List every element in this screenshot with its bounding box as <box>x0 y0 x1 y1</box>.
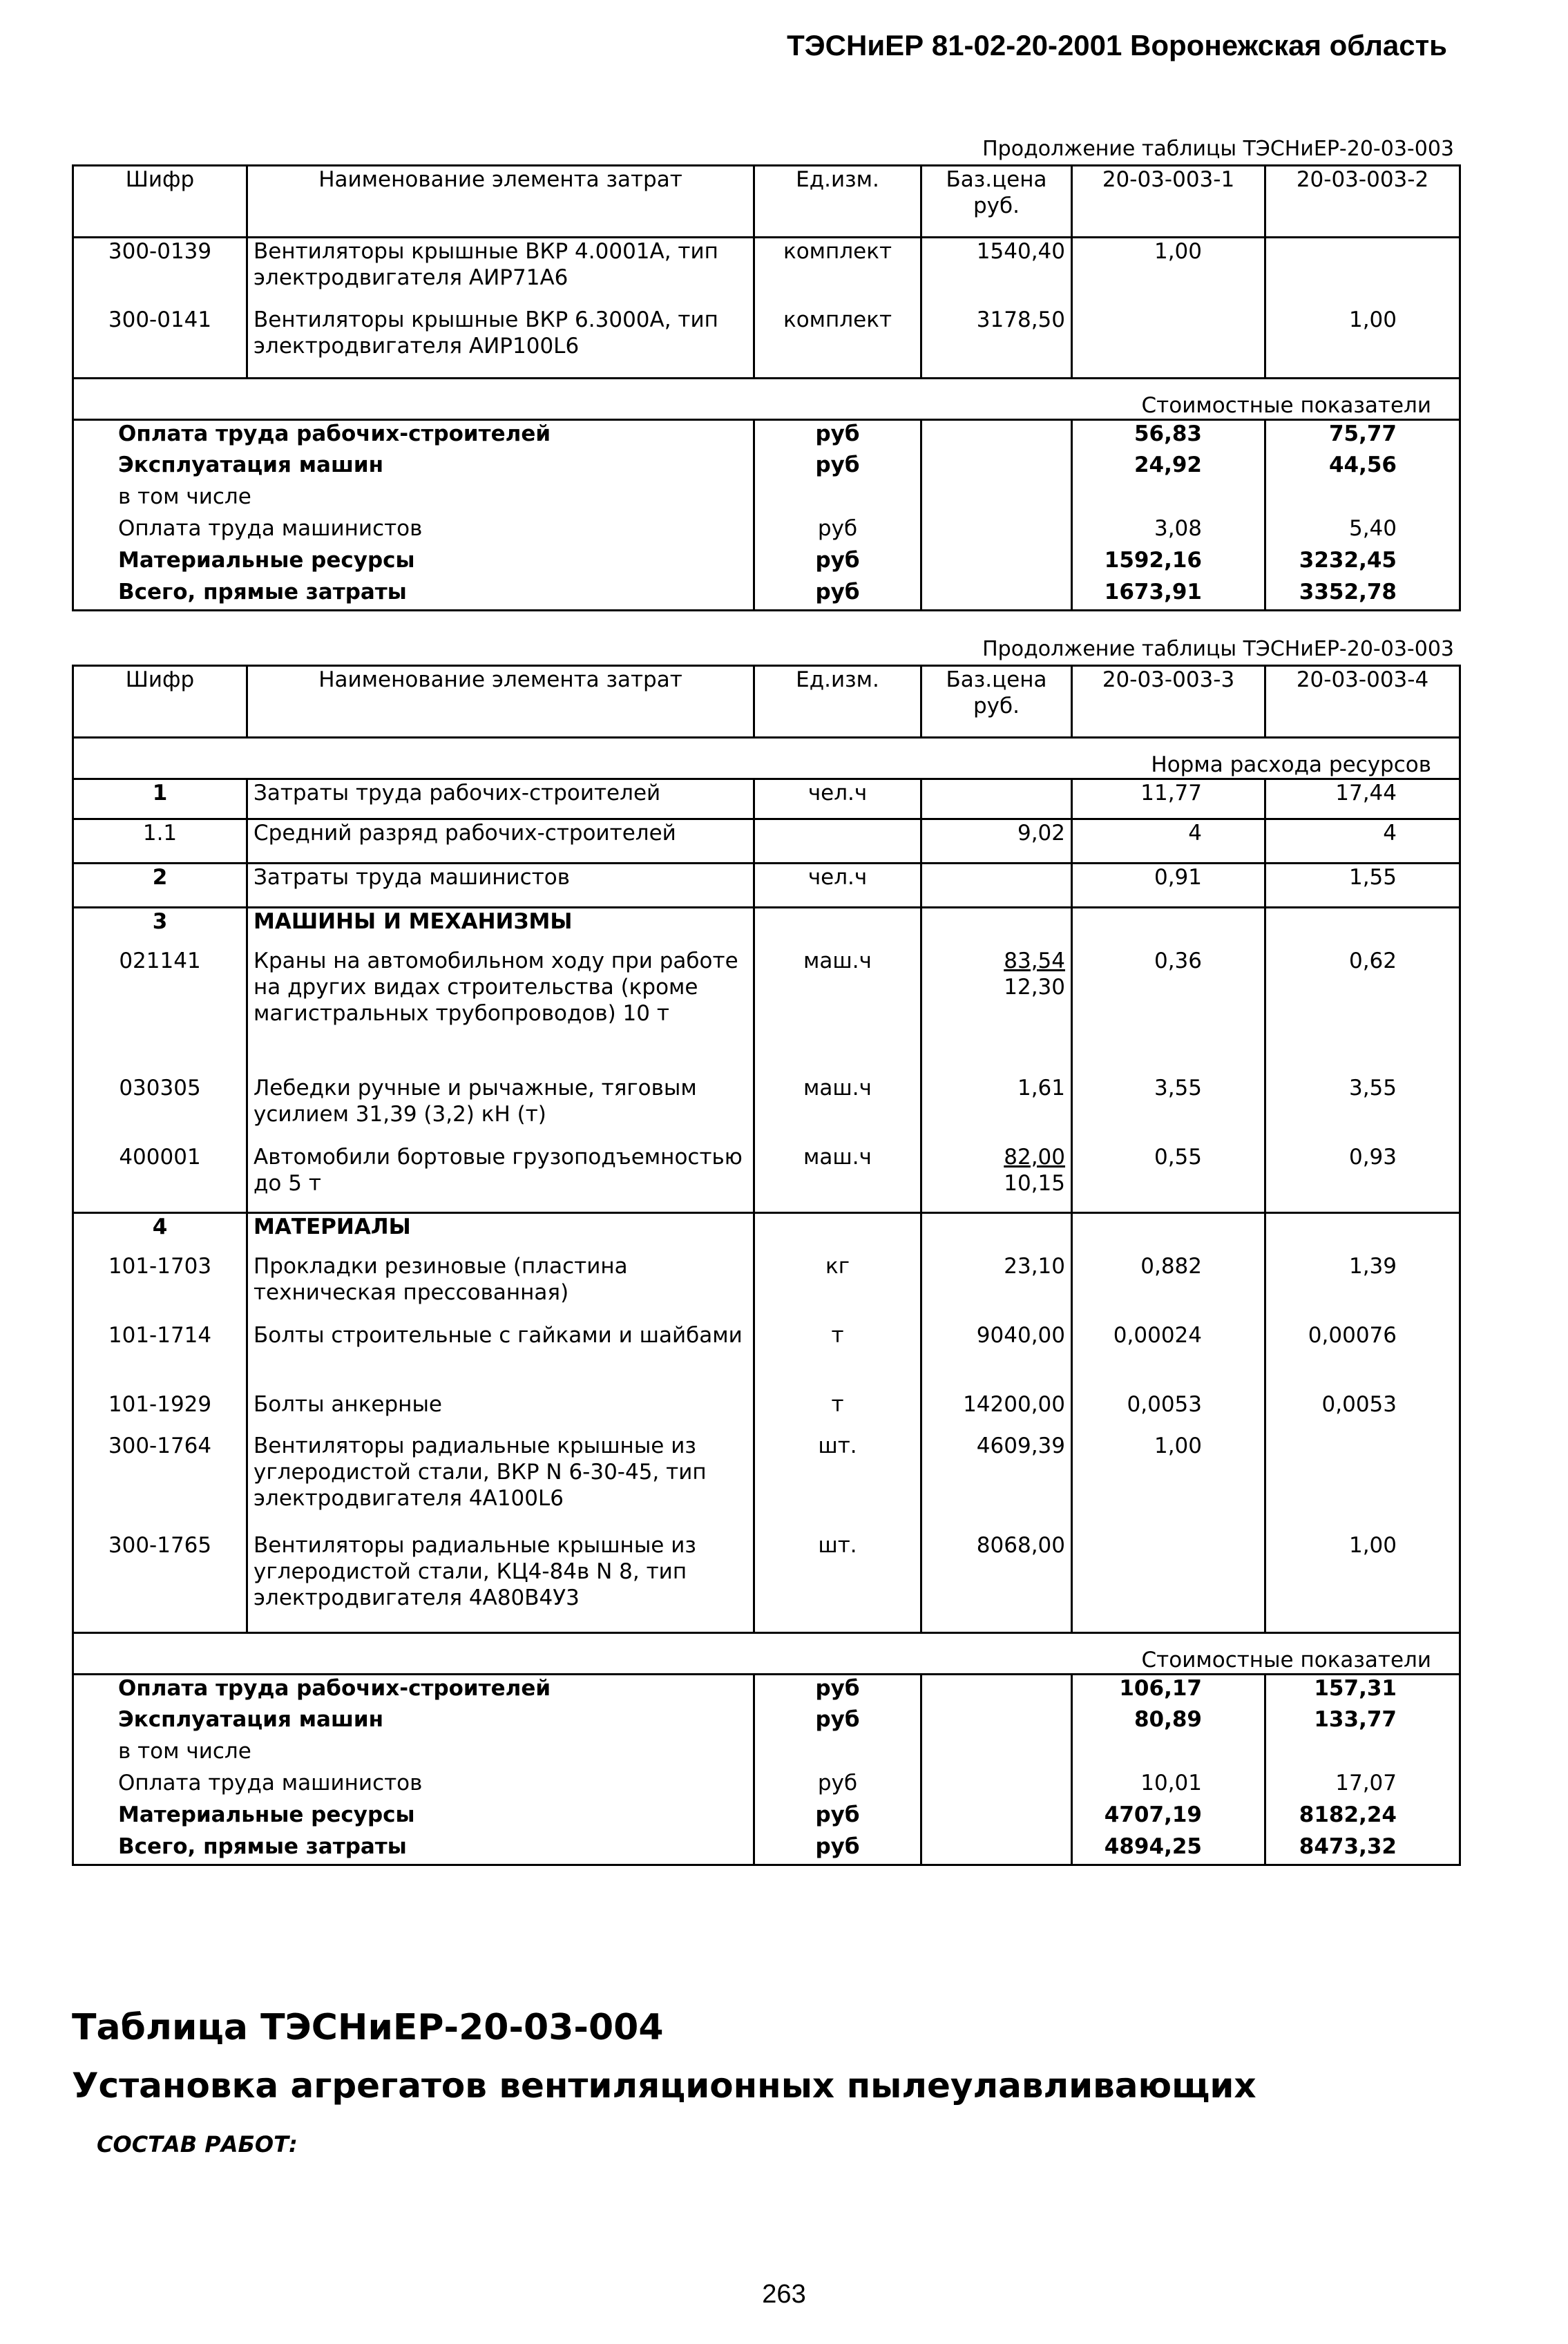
header-code: Шифр <box>73 666 247 738</box>
row-price-value: 3178,50 <box>976 307 1065 332</box>
row-price-value: 4609,39 <box>976 1433 1065 1458</box>
cost-unit <box>754 484 921 515</box>
row-value-2 <box>1265 1213 1460 1253</box>
header-col2: 20-03-003-4 <box>1265 666 1460 738</box>
row-name: Автомобили бортовые грузоподъемностью до 5 т <box>247 1144 754 1213</box>
row-value-2: 3,55 <box>1265 1075 1460 1144</box>
row-price <box>921 819 1072 864</box>
cost-name: Эксплуатация машин <box>73 452 754 484</box>
cost-value-1: 1673,91 <box>1072 579 1265 611</box>
table-row <box>73 1433 1460 1532</box>
row-price-value: 23,10 <box>1004 1253 1065 1279</box>
table-row <box>73 1075 1460 1144</box>
section-label: Норма расхода ресурсов <box>1072 738 1460 779</box>
row-value-2 <box>1265 1433 1460 1532</box>
table-subtitle: Установка агрегатов вентиляционных пылеулавливающих <box>72 2066 1256 2106</box>
cost-name: в том числе <box>73 484 754 515</box>
row-unit: маш.ч <box>754 1075 921 1144</box>
section-row <box>73 379 1460 420</box>
row-name: Затраты труда рабочих-строителей <box>247 779 754 819</box>
row-value-1: 0,55 <box>1072 1144 1265 1213</box>
cost-unit: руб <box>754 1770 921 1802</box>
cost-unit: руб <box>754 1833 921 1865</box>
row-value-2: 17,44 <box>1265 779 1460 819</box>
row-code: 101-1714 <box>73 1322 247 1391</box>
cost-value-1: 4894,25 <box>1072 1833 1265 1865</box>
cost-value-2: 75,77 <box>1265 420 1460 452</box>
cost-unit: руб <box>754 515 921 547</box>
row-code: 1 <box>73 779 247 819</box>
row-value-1: 11,77 <box>1072 779 1265 819</box>
composition-label: СОСТАВ РАБОТ: <box>97 2131 298 2157</box>
table-row <box>73 864 1460 908</box>
row-price-value: 82,00 <box>1004 1144 1065 1170</box>
row-price-value: 1,61 <box>1017 1075 1065 1100</box>
table-row <box>73 1213 1460 1253</box>
cost-value-2: 8182,24 <box>1265 1802 1460 1833</box>
cost-value-2: 3232,45 <box>1265 547 1460 579</box>
row-value-1 <box>1072 1532 1265 1633</box>
cost-unit: руб <box>754 1706 921 1738</box>
table-row <box>73 1322 1460 1391</box>
header-col2: 20-03-003-2 <box>1265 166 1460 238</box>
cost-value-2: 133,77 <box>1265 1706 1460 1738</box>
row-name: Прокладки резиновые (пластина техническая прессованная) <box>247 1253 754 1322</box>
cost-value-2 <box>1265 1738 1460 1770</box>
cost-row <box>73 1706 1460 1738</box>
table-row <box>73 1253 1460 1322</box>
row-value-2: 4 <box>1265 819 1460 864</box>
header-col1: 20-03-003-1 <box>1072 166 1265 238</box>
cost-row <box>73 1833 1460 1865</box>
cost-name: Всего, прямые затраты <box>73 1833 754 1865</box>
row-price <box>921 1075 1072 1144</box>
cost-value-2: 44,56 <box>1265 452 1460 484</box>
cost-name: в том числе <box>73 1738 754 1770</box>
row-price <box>921 1144 1072 1213</box>
cost-name: Оплата труда машинистов <box>73 515 754 547</box>
section-row <box>73 1633 1460 1675</box>
cost-value-1: 106,17 <box>1072 1675 1265 1706</box>
cost-name: Материальные ресурсы <box>73 1802 754 1833</box>
cost-value-1 <box>1072 1738 1265 1770</box>
cost-row <box>73 515 1460 547</box>
row-unit: комплект <box>754 307 921 379</box>
row-price <box>921 779 1072 819</box>
row-code: 101-1929 <box>73 1391 247 1433</box>
row-value-1: 4 <box>1072 819 1265 864</box>
row-name: Лебедки ручные и рычажные, тяговым усилием 31,39 (3,2) кН (т) <box>247 1075 754 1144</box>
row-value-1: 3,55 <box>1072 1075 1265 1144</box>
row-price-value: 83,54 <box>1004 948 1065 973</box>
table-row <box>73 819 1460 864</box>
table-title: Таблица ТЭСНиЕР-20-03-004 <box>72 2007 664 2048</box>
cost-value-1 <box>1072 484 1265 515</box>
header-code: Шифр <box>73 166 247 238</box>
section-label: Стоимостные показатели <box>1072 379 1460 420</box>
table-row <box>73 779 1460 819</box>
row-price-secondary: 12,30 <box>1004 974 1065 1000</box>
cost-value-2 <box>1265 484 1460 515</box>
row-price <box>921 864 1072 908</box>
row-code: 300-0141 <box>73 307 247 379</box>
row-code: 3 <box>73 908 247 948</box>
row-code: 300-1765 <box>73 1532 247 1633</box>
row-name: Вентиляторы радиальные крышные из углеродистой стали, КЦ4-84в N 8, тип электродвигателя 4А80В4У3 <box>247 1532 754 1633</box>
table1-continuation: Продолжение таблицы ТЭСНиЕР-20-03-003 <box>982 137 1454 161</box>
cost-value-2: 5,40 <box>1265 515 1460 547</box>
header-name: Наименование элемента затрат <box>247 666 754 738</box>
cost-unit: руб <box>754 579 921 611</box>
cost-value-2: 157,31 <box>1265 1675 1460 1706</box>
row-code: 101-1703 <box>73 1253 247 1322</box>
row-price <box>921 1322 1072 1391</box>
row-name: Средний разряд рабочих-строителей <box>247 819 754 864</box>
cost-row <box>73 1738 1460 1770</box>
row-price <box>921 1532 1072 1633</box>
header-unit: Ед.изм. <box>754 666 921 738</box>
header-price: Баз.цена руб. <box>921 666 1072 738</box>
section-label: Стоимостные показатели <box>1072 1633 1460 1675</box>
table-row <box>73 307 1460 379</box>
row-price <box>921 908 1072 948</box>
running-header: ТЭСНиЕР 81-02-20-2001 Воронежская область <box>787 29 1447 61</box>
row-name: Вентиляторы крышные ВКР 4.0001А, тип электродвигателя АИР71А6 <box>247 238 754 307</box>
cost-unit: руб <box>754 547 921 579</box>
row-unit <box>754 819 921 864</box>
cost-value-1: 24,92 <box>1072 452 1265 484</box>
row-price-value: 1540,40 <box>976 239 1065 264</box>
row-value-2: 0,93 <box>1265 1144 1460 1213</box>
row-code: 1.1 <box>73 819 247 864</box>
cost-value-2: 3352,78 <box>1265 579 1460 611</box>
row-value-2: 0,00076 <box>1265 1322 1460 1391</box>
row-unit: маш.ч <box>754 948 921 1075</box>
cost-unit: руб <box>754 1802 921 1833</box>
cost-name: Оплата труда рабочих-строителей <box>73 1675 754 1706</box>
table-row <box>73 1144 1460 1213</box>
cost-row <box>73 1770 1460 1802</box>
cost-unit: руб <box>754 1675 921 1706</box>
row-name: Вентиляторы радиальные крышные из углеродистой стали, ВКР N 6-30-45, тип электродвигателя 4А100L6 <box>247 1433 754 1532</box>
row-value-1 <box>1072 307 1265 379</box>
row-name: Краны на автомобильном ходу при работе на других видах строительства (кроме магистральных трубопроводов) 10 т <box>247 948 754 1075</box>
row-unit: комплект <box>754 238 921 307</box>
row-name: МАТЕРИАЛЫ <box>247 1213 754 1253</box>
row-price <box>921 307 1072 379</box>
row-unit: чел.ч <box>754 864 921 908</box>
row-value-1: 0,882 <box>1072 1253 1265 1322</box>
row-name: Болты строительные с гайками и шайбами <box>247 1322 754 1391</box>
row-value-2: 1,39 <box>1265 1253 1460 1322</box>
row-value-1: 0,0053 <box>1072 1391 1265 1433</box>
row-price <box>921 1213 1072 1253</box>
cost-row <box>73 484 1460 515</box>
row-unit: чел.ч <box>754 779 921 819</box>
row-price-value: 9040,00 <box>976 1322 1065 1348</box>
cost-row <box>73 1802 1460 1833</box>
row-unit: т <box>754 1322 921 1391</box>
cost-value-1: 10,01 <box>1072 1770 1265 1802</box>
row-code: 030305 <box>73 1075 247 1144</box>
cost-row <box>73 547 1460 579</box>
cost-row <box>73 420 1460 452</box>
cost-name: Оплата труда машинистов <box>73 1770 754 1802</box>
row-code: 400001 <box>73 1144 247 1213</box>
row-unit: кг <box>754 1253 921 1322</box>
row-code: 4 <box>73 1213 247 1253</box>
cost-value-1: 1592,16 <box>1072 547 1265 579</box>
row-value-1: 0,91 <box>1072 864 1265 908</box>
row-unit <box>754 908 921 948</box>
row-value-1: 0,36 <box>1072 948 1265 1075</box>
row-unit <box>754 1213 921 1253</box>
header-name: Наименование элемента затрат <box>247 166 754 238</box>
row-price <box>921 238 1072 307</box>
row-value-1 <box>1072 908 1265 948</box>
row-value-1: 1,00 <box>1072 238 1265 307</box>
row-price-secondary: 10,15 <box>1004 1170 1065 1196</box>
cost-name: Материальные ресурсы <box>73 547 754 579</box>
row-name: МАШИНЫ И МЕХАНИЗМЫ <box>247 908 754 948</box>
cost-value-2: 17,07 <box>1265 1770 1460 1802</box>
table-row <box>73 948 1460 1075</box>
cost-value-1: 4707,19 <box>1072 1802 1265 1833</box>
cost-value-1: 56,83 <box>1072 420 1265 452</box>
cost-name: Оплата труда рабочих-строителей <box>73 420 754 452</box>
table1-header-row <box>73 166 1460 238</box>
header-unit: Ед.изм. <box>754 166 921 238</box>
row-value-2: 1,00 <box>1265 307 1460 379</box>
row-price <box>921 1253 1072 1322</box>
cost-row <box>73 452 1460 484</box>
cost-value-2: 8473,32 <box>1265 1833 1460 1865</box>
row-value-2 <box>1265 908 1460 948</box>
row-price-value: 14200,00 <box>963 1391 1065 1417</box>
row-value-1: 1,00 <box>1072 1433 1265 1532</box>
cost-name: Всего, прямые затраты <box>73 579 754 611</box>
row-code: 2 <box>73 864 247 908</box>
row-price <box>921 948 1072 1075</box>
row-value-1 <box>1072 1213 1265 1253</box>
section-row <box>73 738 1460 779</box>
cost-row <box>73 1675 1460 1706</box>
cost-unit: руб <box>754 420 921 452</box>
row-unit: шт. <box>754 1433 921 1532</box>
row-value-2: 1,55 <box>1265 864 1460 908</box>
page-number: 263 <box>762 2280 806 2309</box>
row-price <box>921 1433 1072 1532</box>
row-value-2 <box>1265 238 1460 307</box>
row-name: Затраты труда машинистов <box>247 864 754 908</box>
table2-continuation: Продолжение таблицы ТЭСНиЕР-20-03-003 <box>982 637 1454 661</box>
table-row <box>73 238 1460 307</box>
table1 <box>72 164 1461 611</box>
row-value-1: 0,00024 <box>1072 1322 1265 1391</box>
cost-value-1: 3,08 <box>1072 515 1265 547</box>
row-unit: шт. <box>754 1532 921 1633</box>
table2-header-row <box>73 666 1460 738</box>
row-value-2: 1,00 <box>1265 1532 1460 1633</box>
row-price-value: 8068,00 <box>976 1532 1065 1558</box>
table-row <box>73 1532 1460 1633</box>
row-price-value: 9,02 <box>1017 821 1065 846</box>
row-name: Болты анкерные <box>247 1391 754 1433</box>
row-value-2: 0,0053 <box>1265 1391 1460 1433</box>
header-price: Баз.цена руб. <box>921 166 1072 238</box>
cost-unit: руб <box>754 452 921 484</box>
row-code: 021141 <box>73 948 247 1075</box>
row-unit: т <box>754 1391 921 1433</box>
row-unit: маш.ч <box>754 1144 921 1213</box>
cost-unit <box>754 1738 921 1770</box>
table-row <box>73 908 1460 948</box>
table-row <box>73 1391 1460 1433</box>
row-code: 300-1764 <box>73 1433 247 1532</box>
row-name: Вентиляторы крышные ВКР 6.3000А, тип электродвигателя АИР100L6 <box>247 307 754 379</box>
row-price <box>921 1391 1072 1433</box>
row-code: 300-0139 <box>73 238 247 307</box>
cost-row <box>73 579 1460 611</box>
table2 <box>72 665 1461 1866</box>
cost-name: Эксплуатация машин <box>73 1706 754 1738</box>
row-value-2: 0,62 <box>1265 948 1460 1075</box>
cost-value-1: 80,89 <box>1072 1706 1265 1738</box>
header-col1: 20-03-003-3 <box>1072 666 1265 738</box>
